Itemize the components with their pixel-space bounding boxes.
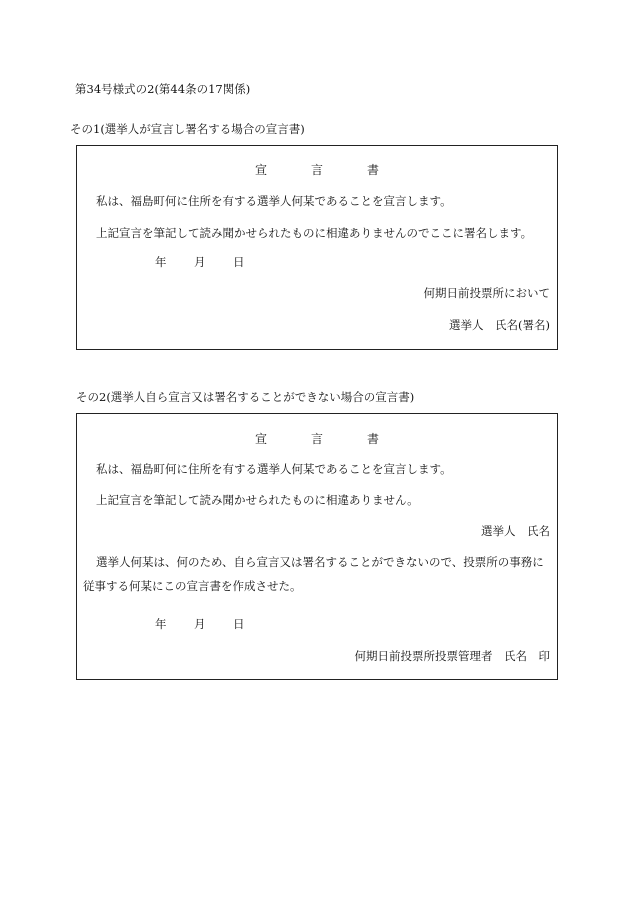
title-char: 宣 [254, 432, 267, 446]
title-char: 言 [310, 432, 323, 446]
voter-signature: 選挙人 氏名(署名) [449, 318, 550, 332]
declaration-paragraph-2: 上記宣言を筆記して読み聞かせられたものに相違ありませんのでここに署名します。 [96, 226, 533, 240]
declaration-title-1 [77, 164, 557, 176]
declaration-paragraph-3-line-2: 従事する何某にこの宣言書を作成させた。 [83, 579, 302, 593]
polling-place-location: 何期日前投票所において [423, 286, 550, 300]
declaration-paragraph-3-line-1: 選挙人何某は、何のため、自ら宣言又は署名することができないので、投票所の事務に [96, 555, 544, 569]
date-month: 月 [194, 255, 206, 269]
declaration-paragraph-2: 上記宣言を筆記して読み聞かせられたものに相違ありません。 [96, 493, 419, 507]
declaration-paragraph-1: 私は、福島町何に住所を有する選挙人何某であることを宣言します。 [96, 194, 452, 208]
date-day: 日 [233, 617, 245, 631]
date-year: 年 [155, 255, 167, 269]
date-row-1 [155, 257, 272, 269]
voter-name: 選挙人 氏名 [481, 524, 550, 538]
form-header: 第34号様式の2(第44条の17関係) [75, 82, 251, 96]
declaration-title-2 [77, 433, 557, 445]
title-char: 言 [310, 163, 323, 177]
declaration-box-2 [76, 413, 558, 680]
date-row-2 [155, 619, 272, 631]
manager-signature: 何期日前投票所投票管理者 氏名 印 [354, 649, 550, 663]
date-day: 日 [233, 255, 245, 269]
declaration-paragraph-1: 私は、福島町何に住所を有する選挙人何某であることを宣言します。 [96, 462, 452, 476]
title-char: 書 [367, 163, 380, 177]
section-2-heading: その2(選挙人自ら宣言又は署名することができない場合の宣言書) [76, 390, 415, 404]
title-char: 宣 [254, 163, 267, 177]
date-month: 月 [194, 617, 206, 631]
date-year: 年 [155, 617, 167, 631]
declaration-box-1 [76, 145, 558, 350]
section-1-heading: その1(選挙人が宣言し署名する場合の宣言書) [70, 122, 305, 136]
title-char: 書 [367, 432, 380, 446]
